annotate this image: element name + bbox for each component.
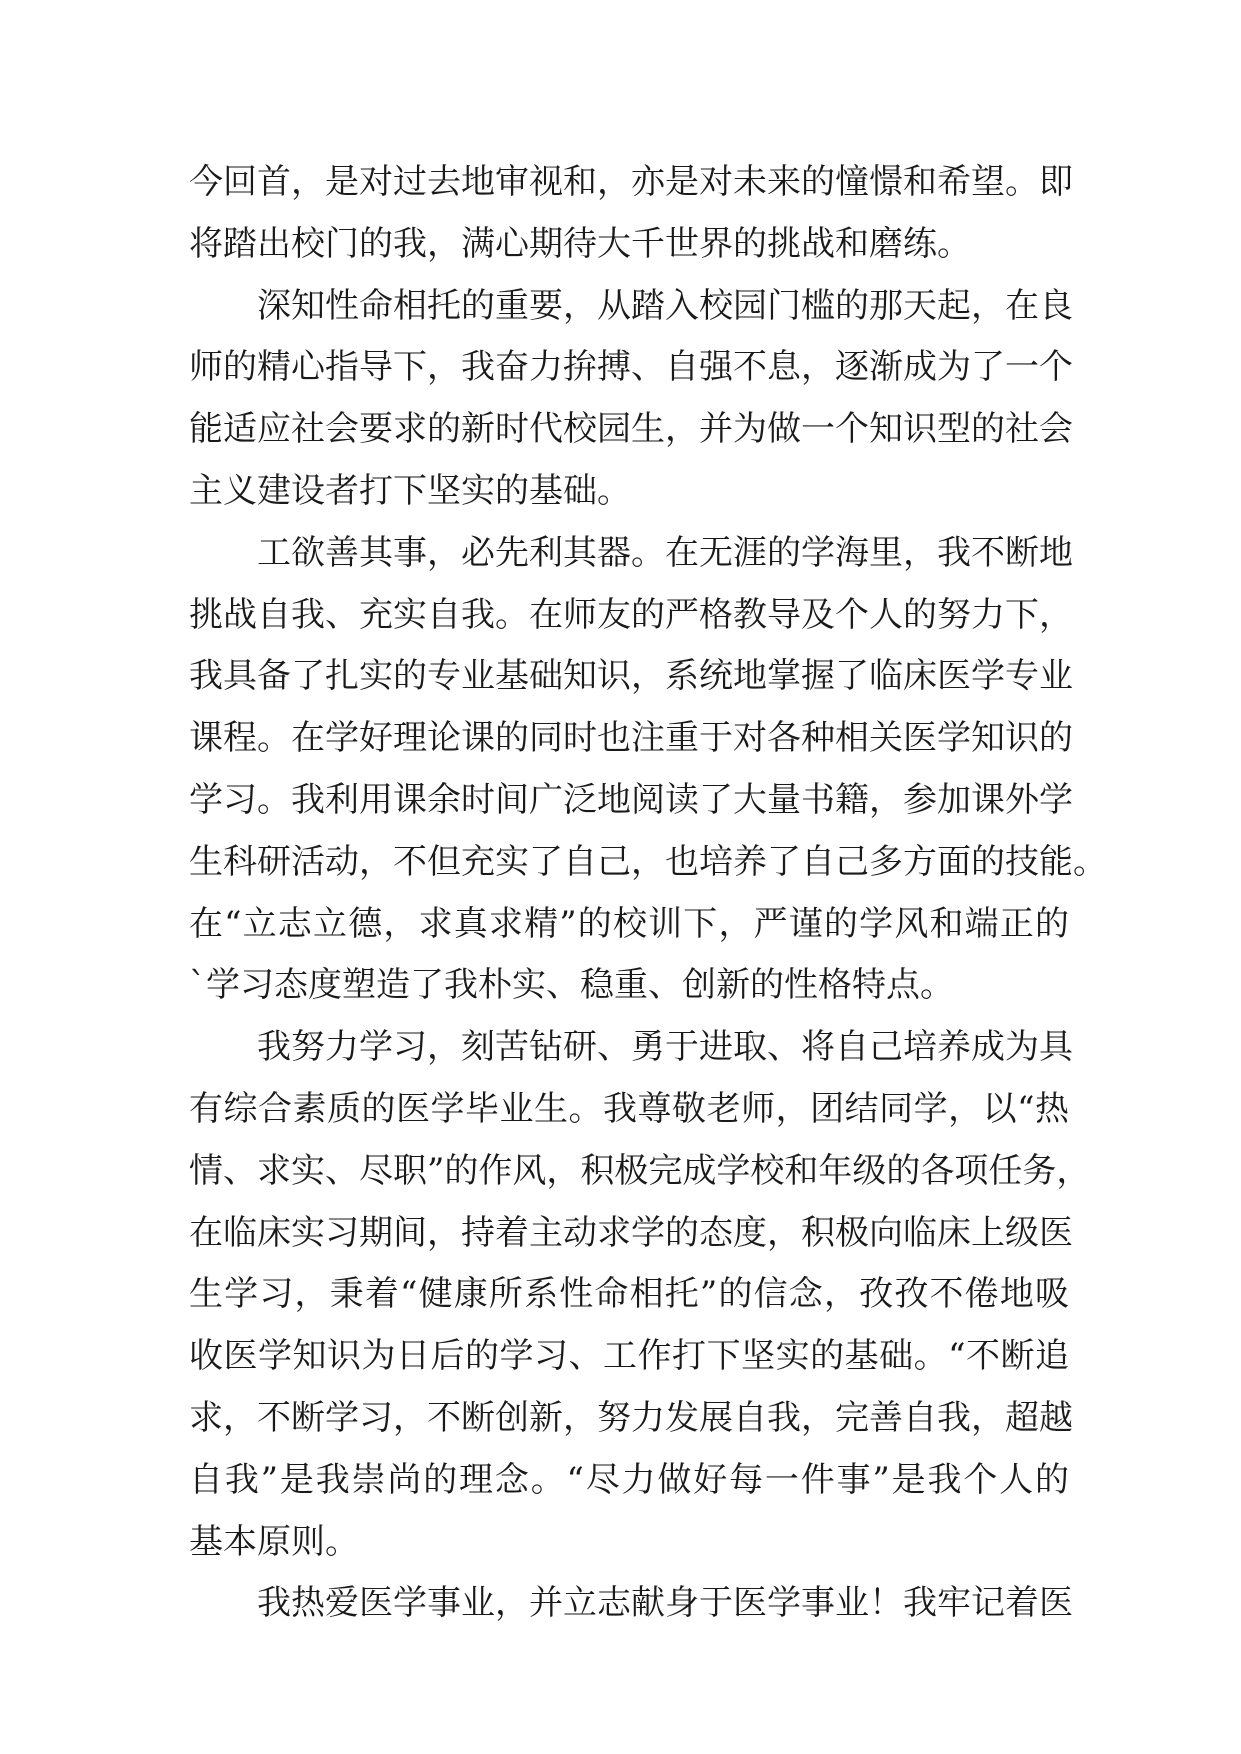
- text-line: 情、求实、尽职”的作风，积极完成学校和年级的各项任务，: [189, 1150, 1091, 1191]
- text-line: 主义建设者打下坚实的基础。: [189, 470, 631, 511]
- text-line: 将踏出校门的我，满心期待大千世界的挑战和磨练。: [189, 223, 971, 264]
- text-line: 工欲善其事，必先利其器。在无涯的学海里，我不断地: [257, 532, 1073, 573]
- paragraph: [189, 523, 1107, 1017]
- text-line: 在临床实习期间，持着主动求学的态度，积极向临床上级医: [189, 1212, 1073, 1253]
- document-body: [189, 152, 1107, 1635]
- text-line: 自我”是我崇尚的理念。“尽力做好每一件事”是我个人的: [189, 1459, 1069, 1500]
- text-line: 我努力学习，刻苦钻研、勇于进取、将自己培养成为具: [257, 1027, 1073, 1068]
- text-line: 基本原则。: [189, 1521, 359, 1562]
- paragraph: [189, 152, 1073, 276]
- paragraph: [189, 1573, 1073, 1635]
- text-line: 生科研活动，不但充实了自己，也培养了自己多方面的技能。: [189, 841, 1107, 882]
- text-line: 能适应社会要求的新时代校园生，并为做一个知识型的社会: [189, 409, 1073, 450]
- text-line: 挑战自我、充实自我。在师友的严格教导及个人的努力下，: [189, 594, 1073, 635]
- paragraph: [189, 276, 1073, 523]
- text-line: 学习。我利用课余时间广泛地阅读了大量书籍，参加课外学: [189, 779, 1073, 820]
- text-line: 收医学知识为日后的学习、工作打下坚实的基础。“不断追: [189, 1336, 1069, 1377]
- text-line: 求，不断学习，不断创新，努力发展自我，完善自我，超越: [189, 1397, 1073, 1438]
- text-line: 我具备了扎实的专业基础知识，系统地掌握了临床医学专业: [189, 656, 1073, 697]
- text-line: 课程。在学好理论课的同时也注重于对各种相关医学知识的: [189, 718, 1073, 759]
- text-line: 有综合素质的医学毕业生。我尊敬老师，团结同学，以“热: [189, 1088, 1069, 1129]
- paragraph: [189, 1017, 1091, 1573]
- text-line: 在“立志立德，求真求精”的校训下，严谨的学风和端正的: [189, 903, 1069, 944]
- text-line: `学习态度塑造了我朴实、稳重、创新的性格特点。: [189, 965, 954, 1006]
- text-line: 深知性命相托的重要，从踏入校园门槛的那天起，在良: [257, 285, 1073, 326]
- text-line: 我热爱医学事业，并立志献身于医学事业！我牢记着医: [257, 1583, 1073, 1624]
- text-line: 师的精心指导下，我奋力拚搏、自强不息，逐渐成为了一个: [189, 347, 1073, 388]
- text-line: 生学习，秉着“健康所系性命相托”的信念，孜孜不倦地吸: [189, 1274, 1069, 1315]
- text-line: 今回首，是对过去地审视和，亦是对未来的憧憬和希望。即: [189, 162, 1073, 202]
